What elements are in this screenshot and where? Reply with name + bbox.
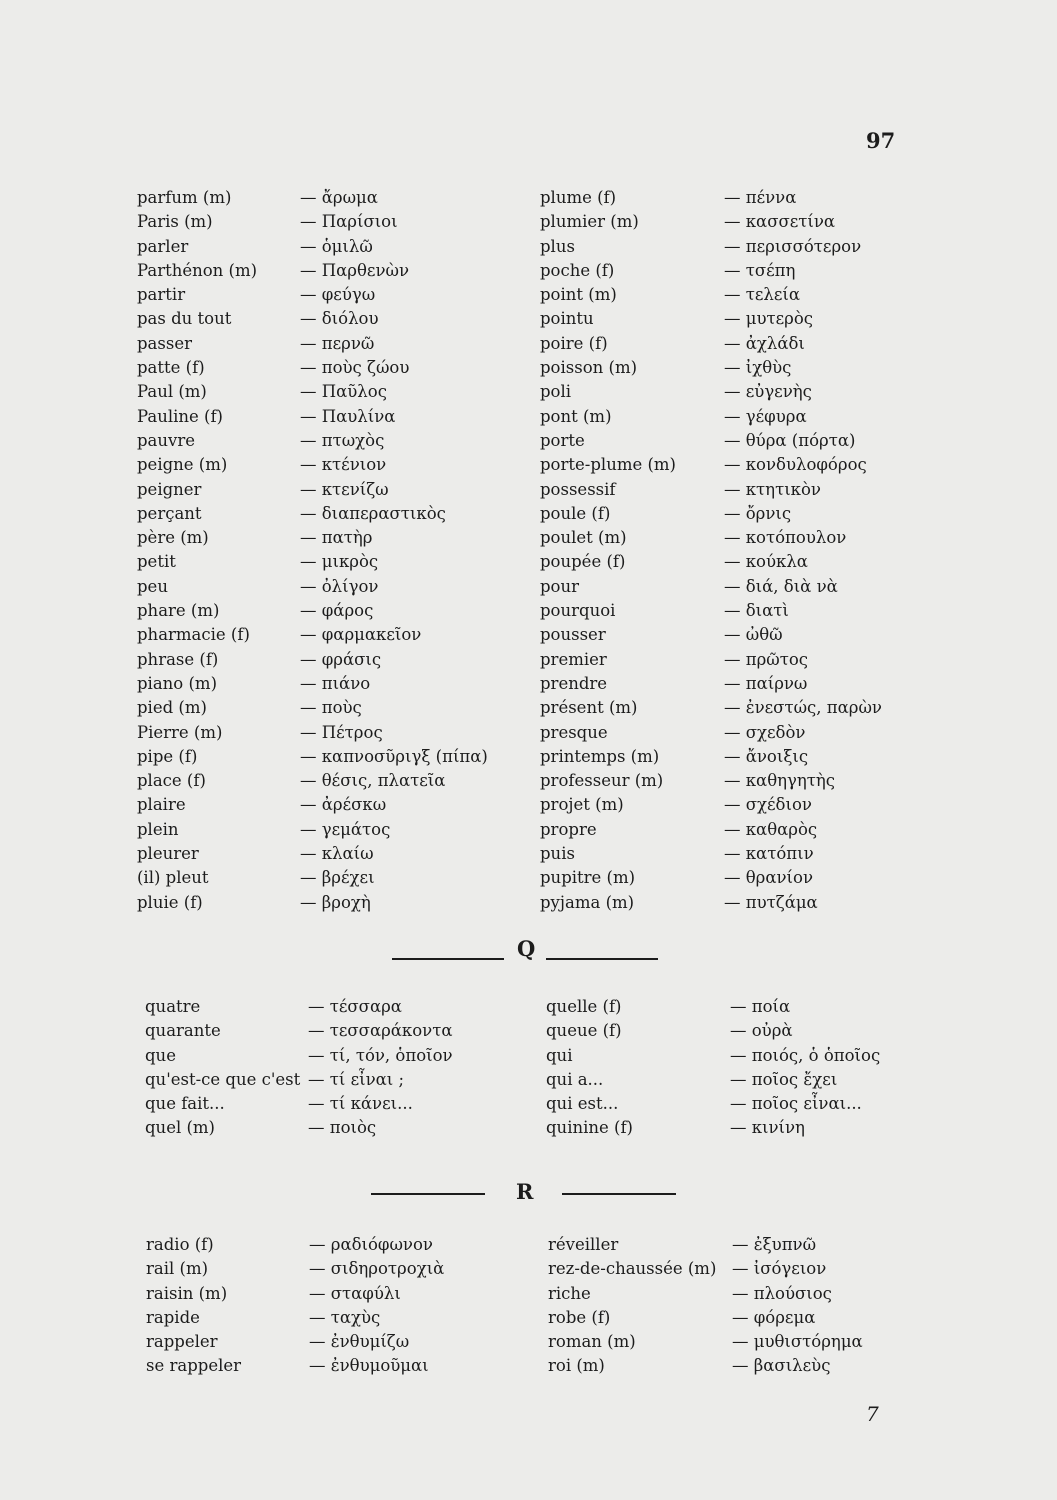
- french-word: pupitre (m): [540, 868, 636, 888]
- french-word: puis: [540, 844, 575, 864]
- french-word: professeur (m): [540, 771, 664, 791]
- greek-translation: — πέννα: [724, 188, 797, 207]
- french-word: poche (f): [540, 260, 615, 280]
- greek-translation: — τεσσαράκοντα: [308, 1021, 453, 1041]
- greek-translation: — Παῦλος: [300, 382, 387, 402]
- page-number: 97: [866, 128, 896, 153]
- french-word: poli: [540, 382, 572, 402]
- q-rule-left: [392, 958, 504, 960]
- french-word: robe (f): [548, 1307, 611, 1327]
- greek-translation: — φράσις: [300, 649, 382, 669]
- greek-translation: — πρῶτος: [724, 649, 809, 669]
- greek-translation: — μυθιστόρημα: [732, 1332, 863, 1352]
- greek-translation: — κούκλα: [724, 552, 808, 572]
- greek-translation: — ραδιόφωνον: [309, 1235, 433, 1254]
- greek-translation: — κατόπιν: [724, 844, 814, 864]
- greek-translation: — κινίνη: [730, 1118, 805, 1138]
- french-word: perçant: [137, 503, 202, 523]
- greek-translation: — ποιός, ὁ ὁποῖος: [730, 1045, 881, 1065]
- french-word: pauvre: [137, 430, 195, 450]
- french-word: pluie (f): [137, 892, 203, 912]
- greek-translation: — ὀλίγον: [300, 576, 379, 596]
- french-word: Paul (m): [137, 382, 207, 402]
- french-word: queue (f): [546, 1021, 622, 1041]
- french-word: parfum (m): [137, 188, 232, 207]
- greek-translation: — φαρμακεῖον: [300, 625, 422, 645]
- greek-translation: — καπνοσῦριγξ (πίπα): [300, 746, 488, 766]
- french-word: Paris (m): [137, 212, 213, 232]
- greek-translation: — πιάνο: [300, 673, 371, 693]
- french-word: quarante: [145, 1021, 221, 1041]
- french-word: poisson (m): [540, 358, 638, 378]
- french-word: peigne (m): [137, 455, 228, 475]
- greek-translation: — ἰχθὺς: [724, 358, 792, 378]
- greek-translation: — διά, διὰ νὰ: [724, 576, 838, 596]
- french-word: possessif: [540, 479, 616, 499]
- greek-translation: — φεύγω: [300, 285, 376, 305]
- greek-translation: — ποία: [730, 997, 791, 1016]
- greek-translation: — πλούσιος: [732, 1283, 832, 1303]
- french-word: présent (m): [540, 698, 638, 718]
- greek-translation: — περνῶ: [300, 333, 375, 353]
- greek-translation: — διόλου: [300, 309, 379, 329]
- french-word: qu'est-ce que c'est: [145, 1069, 301, 1089]
- french-word: Parthénon (m): [137, 260, 258, 280]
- greek-translation: — ἄρωμα: [300, 188, 378, 207]
- greek-translation: — ὁμιλῶ: [300, 236, 373, 256]
- french-word: plein: [137, 819, 179, 839]
- french-word: projet (m): [540, 795, 624, 815]
- greek-translation: — ἐξυπνῶ: [732, 1235, 817, 1254]
- french-word: patte (f): [137, 358, 205, 378]
- greek-translation: — παίρνω: [724, 673, 808, 693]
- r-rule-left: [371, 1193, 485, 1195]
- greek-translation: — περισσότερον: [724, 236, 862, 256]
- greek-translation: — οὐρὰ: [730, 1021, 793, 1041]
- french-word: pharmacie (f): [137, 625, 250, 645]
- greek-translation: — διαπεραστικὸς: [300, 503, 446, 523]
- greek-translation: — καθηγητὴς: [724, 771, 836, 791]
- french-word: roi (m): [548, 1356, 605, 1376]
- french-word: pour: [540, 576, 580, 596]
- greek-translation: — ποὺς: [300, 698, 362, 718]
- greek-translation: — ὄρνις: [724, 503, 792, 523]
- french-word: que: [145, 1045, 176, 1065]
- greek-translation: — Παυλίνα: [300, 406, 396, 426]
- french-word: poire (f): [540, 333, 608, 353]
- french-word: pied (m): [137, 698, 207, 718]
- greek-translation: — κτενίζω: [300, 479, 389, 499]
- french-word: peigner: [137, 479, 202, 499]
- french-word: porte: [540, 430, 585, 450]
- french-word: printemps (m): [540, 746, 660, 766]
- greek-translation: — μυτερὸς: [724, 309, 814, 329]
- r-rule-right: [562, 1193, 676, 1195]
- greek-translation: — σταφύλι: [309, 1283, 401, 1303]
- french-word: quatre: [145, 997, 201, 1016]
- greek-translation: — Παρίσιοι: [300, 212, 398, 232]
- french-word: petit: [137, 552, 176, 572]
- french-word: plume (f): [540, 188, 617, 207]
- greek-translation: — πυτζάμα: [724, 892, 818, 912]
- french-word: poupée (f): [540, 552, 626, 572]
- french-word: parler: [137, 236, 189, 256]
- french-word: qui a...: [546, 1069, 604, 1089]
- greek-translation: — διατὶ: [724, 601, 789, 621]
- greek-translation: — ποὺς ζώου: [300, 358, 410, 378]
- french-word: riche: [548, 1283, 591, 1303]
- french-word: rapide: [146, 1307, 200, 1327]
- french-word: qui est...: [546, 1094, 619, 1114]
- greek-translation: — Πέτρος: [300, 722, 383, 742]
- french-word: pas du tout: [137, 309, 232, 329]
- french-word: partir: [137, 285, 186, 305]
- greek-translation: — θρανίον: [724, 868, 813, 888]
- french-word: raisin (m): [146, 1283, 228, 1303]
- french-word: quelle (f): [546, 997, 622, 1016]
- greek-translation: — θύρα (πόρτα): [724, 430, 856, 450]
- greek-translation: — ἐνθυμοῦμαι: [309, 1356, 429, 1376]
- french-word: porte-plume (m): [540, 455, 676, 475]
- greek-translation: — ποῖος ἔχει: [730, 1069, 838, 1089]
- french-word: se rappeler: [146, 1356, 242, 1376]
- greek-translation: — πατὴρ: [300, 528, 373, 548]
- q-rule-right: [546, 958, 658, 960]
- french-word: quinine (f): [546, 1118, 633, 1138]
- french-word: plus: [540, 236, 575, 256]
- greek-translation: — κοτόπουλον: [724, 528, 847, 548]
- french-word: pointu: [540, 309, 594, 329]
- french-word: prendre: [540, 673, 608, 693]
- french-word: poule (f): [540, 503, 611, 523]
- greek-translation: — μικρὸς: [300, 552, 379, 572]
- section-heading-r: R: [516, 1179, 534, 1204]
- greek-translation: — θέσις, πλατεῖα: [300, 771, 446, 791]
- french-word: que fait...: [145, 1094, 225, 1114]
- french-word: (il) pleut: [137, 868, 209, 888]
- greek-translation: — ταχὺς: [309, 1307, 381, 1327]
- french-word: point (m): [540, 285, 617, 305]
- greek-translation: — εὐγενὴς: [724, 382, 812, 402]
- french-word: poulet (m): [540, 528, 627, 548]
- section-heading-q: Q: [517, 936, 536, 961]
- greek-translation: — ὠθῶ: [724, 625, 783, 645]
- greek-translation: — βρέχει: [300, 868, 375, 888]
- french-word: place (f): [137, 771, 206, 791]
- greek-translation: — κονδυλοφόρος: [724, 455, 867, 475]
- greek-translation: — τί κάνει...: [308, 1094, 413, 1114]
- greek-translation: — σχέδιον: [724, 795, 812, 815]
- french-word: pipe (f): [137, 746, 198, 766]
- french-word: radio (f): [146, 1235, 214, 1254]
- french-word: pousser: [540, 625, 606, 645]
- greek-translation: — ἄνοιξις: [724, 746, 809, 766]
- french-word: plaire: [137, 795, 186, 815]
- greek-translation: — τελεία: [724, 285, 801, 305]
- greek-translation: — φόρεμα: [732, 1307, 816, 1327]
- greek-translation: — ἐνθυμίζω: [309, 1332, 410, 1352]
- french-word: pont (m): [540, 406, 612, 426]
- greek-translation: — κτένιον: [300, 455, 387, 475]
- greek-translation: — τσέπη: [724, 260, 796, 280]
- french-word: piano (m): [137, 673, 218, 693]
- greek-translation: — σιδηροτροχιὰ: [309, 1259, 445, 1279]
- footer-number: 7: [866, 1402, 879, 1426]
- french-word: peu: [137, 576, 168, 596]
- french-word: rail (m): [146, 1259, 209, 1279]
- french-word: Pierre (m): [137, 722, 223, 742]
- french-word: phare (m): [137, 601, 220, 621]
- french-word: phrase (f): [137, 649, 219, 669]
- greek-translation: — πτωχὸς: [300, 430, 385, 450]
- greek-translation: — βροχὴ: [300, 892, 371, 912]
- greek-translation: — ἀχλάδι: [724, 333, 805, 353]
- greek-translation: — γέφυρα: [724, 406, 807, 426]
- greek-translation: — ἀρέσκω: [300, 795, 387, 815]
- greek-translation: — κασσετίνα: [724, 212, 836, 232]
- greek-translation: — ποῖος εἶναι...: [730, 1094, 862, 1114]
- french-word: rappeler: [146, 1332, 218, 1352]
- french-word: presque: [540, 722, 608, 742]
- french-word: réveiller: [548, 1235, 619, 1254]
- greek-translation: — γεμάτος: [300, 819, 391, 839]
- greek-translation: — τί εἶναι ;: [308, 1069, 405, 1089]
- french-word: plumier (m): [540, 212, 639, 232]
- greek-translation: — ἐνεστώς, παρὼν: [724, 698, 882, 718]
- greek-translation: — σχεδὸν: [724, 722, 806, 742]
- french-word: roman (m): [548, 1332, 636, 1352]
- french-word: propre: [540, 819, 597, 839]
- french-word: rez-de-chaussée (m): [548, 1259, 717, 1279]
- french-word: pyjama (m): [540, 892, 635, 912]
- greek-translation: — Παρθενὼν: [300, 260, 409, 280]
- french-word: pleurer: [137, 844, 199, 864]
- greek-translation: — τί, τόν, ὁποῖον: [308, 1045, 453, 1065]
- french-word: passer: [137, 333, 192, 353]
- french-word: père (m): [137, 528, 209, 548]
- french-word: quel (m): [145, 1118, 215, 1138]
- greek-translation: — ἰσόγειον: [732, 1259, 827, 1279]
- french-word: Pauline (f): [137, 406, 223, 426]
- greek-translation: — κλαίω: [300, 844, 374, 864]
- greek-translation: — ποιὸς: [308, 1118, 377, 1138]
- greek-translation: — καθαρὸς: [724, 819, 818, 839]
- french-word: premier: [540, 649, 607, 669]
- french-word: pourquoi: [540, 601, 616, 621]
- french-word: qui: [546, 1045, 573, 1065]
- greek-translation: — τέσσαρα: [308, 997, 402, 1016]
- greek-translation: — φάρος: [300, 601, 374, 621]
- greek-translation: — κτητικὸν: [724, 479, 821, 499]
- greek-translation: — βασιλεὺς: [732, 1356, 831, 1376]
